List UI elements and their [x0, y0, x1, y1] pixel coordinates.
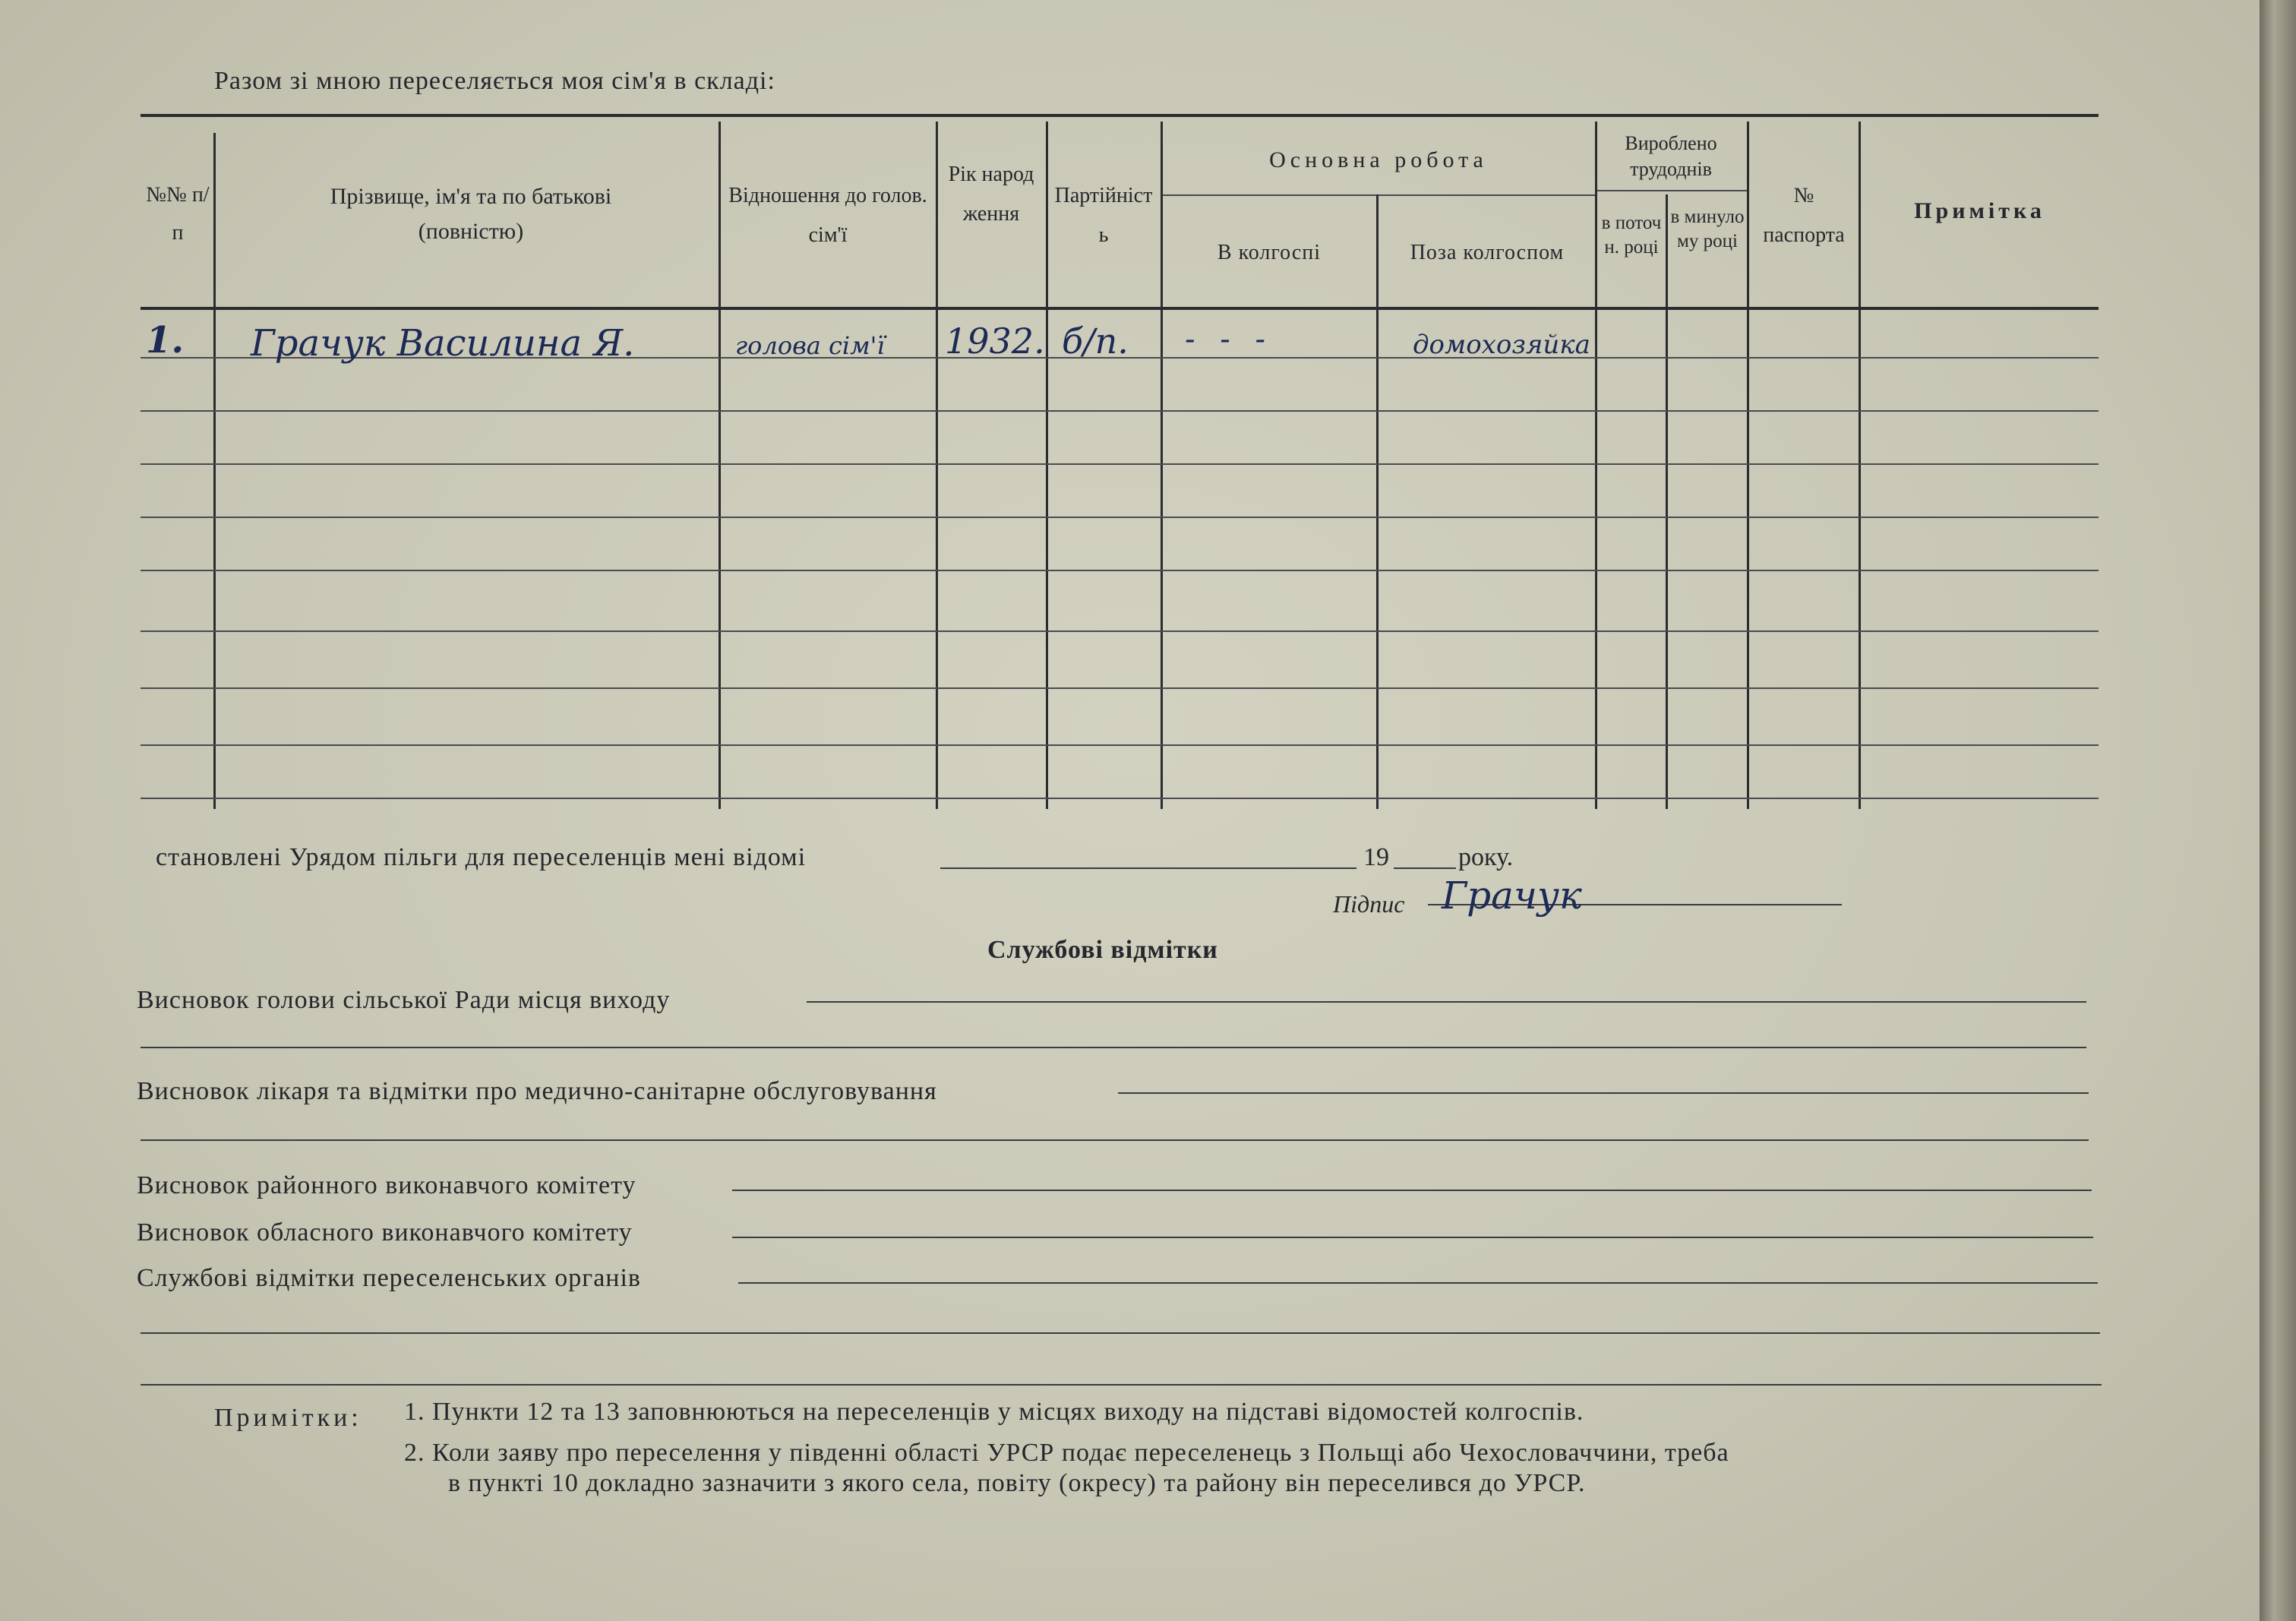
header-last-year: в минулому році — [1670, 207, 1745, 251]
service-title: Службові відмітки — [987, 936, 1218, 964]
header-name: Прізвище, ім'я та по батькові (повністю) — [330, 184, 612, 244]
header-workdays: Вироблено трудоднів — [1625, 132, 1717, 180]
notes-label: Примітки: — [214, 1404, 362, 1432]
header-relation: Відношення до голов. сім'ї — [728, 184, 927, 247]
header-note: Примітка — [1914, 198, 2045, 223]
signature-label: Підпис — [1333, 890, 1405, 918]
service-line-1: Висновок голови сільської Ради місця виходу — [137, 986, 671, 1014]
header-passport: № паспорта — [1763, 184, 1845, 247]
service-line-4: Висновок обласного виконавчого комітету — [137, 1218, 633, 1247]
signature: Грачук — [1442, 874, 1582, 918]
header-party: Партійність — [1054, 184, 1153, 247]
intro-text: Разом зі мною переселяється моя сім'я в складі: — [214, 67, 775, 95]
service-line-2: Висновок лікаря та відмітки про медично-санітарне обслуговування — [137, 1077, 937, 1105]
benefits-text: становлені Урядом пільги для переселенців мені відомі — [156, 843, 807, 871]
note-1: 1. Пункти 12 та 13 заповнюються на переселенців у місцях виходу на підставі відомостей колгоспів. — [404, 1398, 1584, 1426]
row-in-kolkhoz: - - - — [1185, 322, 1273, 357]
row-name: Грачук Василина Я. — [251, 322, 635, 365]
year-suffix: року. — [1458, 843, 1514, 871]
service-line-3: Висновок районного виконавчого комітету — [137, 1171, 636, 1199]
header-year: Рік народження — [948, 163, 1034, 226]
header-in-kolkhoz: В колгоспі — [1217, 241, 1322, 264]
page-edge — [2260, 0, 2296, 1621]
note-3: в пункті 10 докладно зазначити з якого села, повіту (окресу) та району він переселився до УРСР. — [448, 1469, 1586, 1497]
row-num: 1. — [146, 319, 185, 362]
header-num: №№ п/п — [146, 183, 210, 245]
service-line-5: Службові відмітки переселенських органів — [137, 1264, 641, 1292]
year-prefix: 19 — [1363, 843, 1389, 871]
row-relation: голова сім'ї — [735, 331, 885, 360]
header-current-year: в поточн. році — [1601, 213, 1662, 258]
header-main-work: Основна робота — [1269, 147, 1488, 172]
row-outside-kolkhoz: домохозяйка — [1413, 330, 1590, 360]
row-party: б/п. — [1062, 321, 1129, 362]
note-2: 2. Коли заяву про переселення у південні області УРСР подає переселенець з Польщі або Чехословаччини, треба — [404, 1439, 1729, 1467]
header-outside-kolkhoz: Поза колгоспом — [1410, 241, 1565, 264]
row-year: 1932. — [945, 321, 1045, 362]
